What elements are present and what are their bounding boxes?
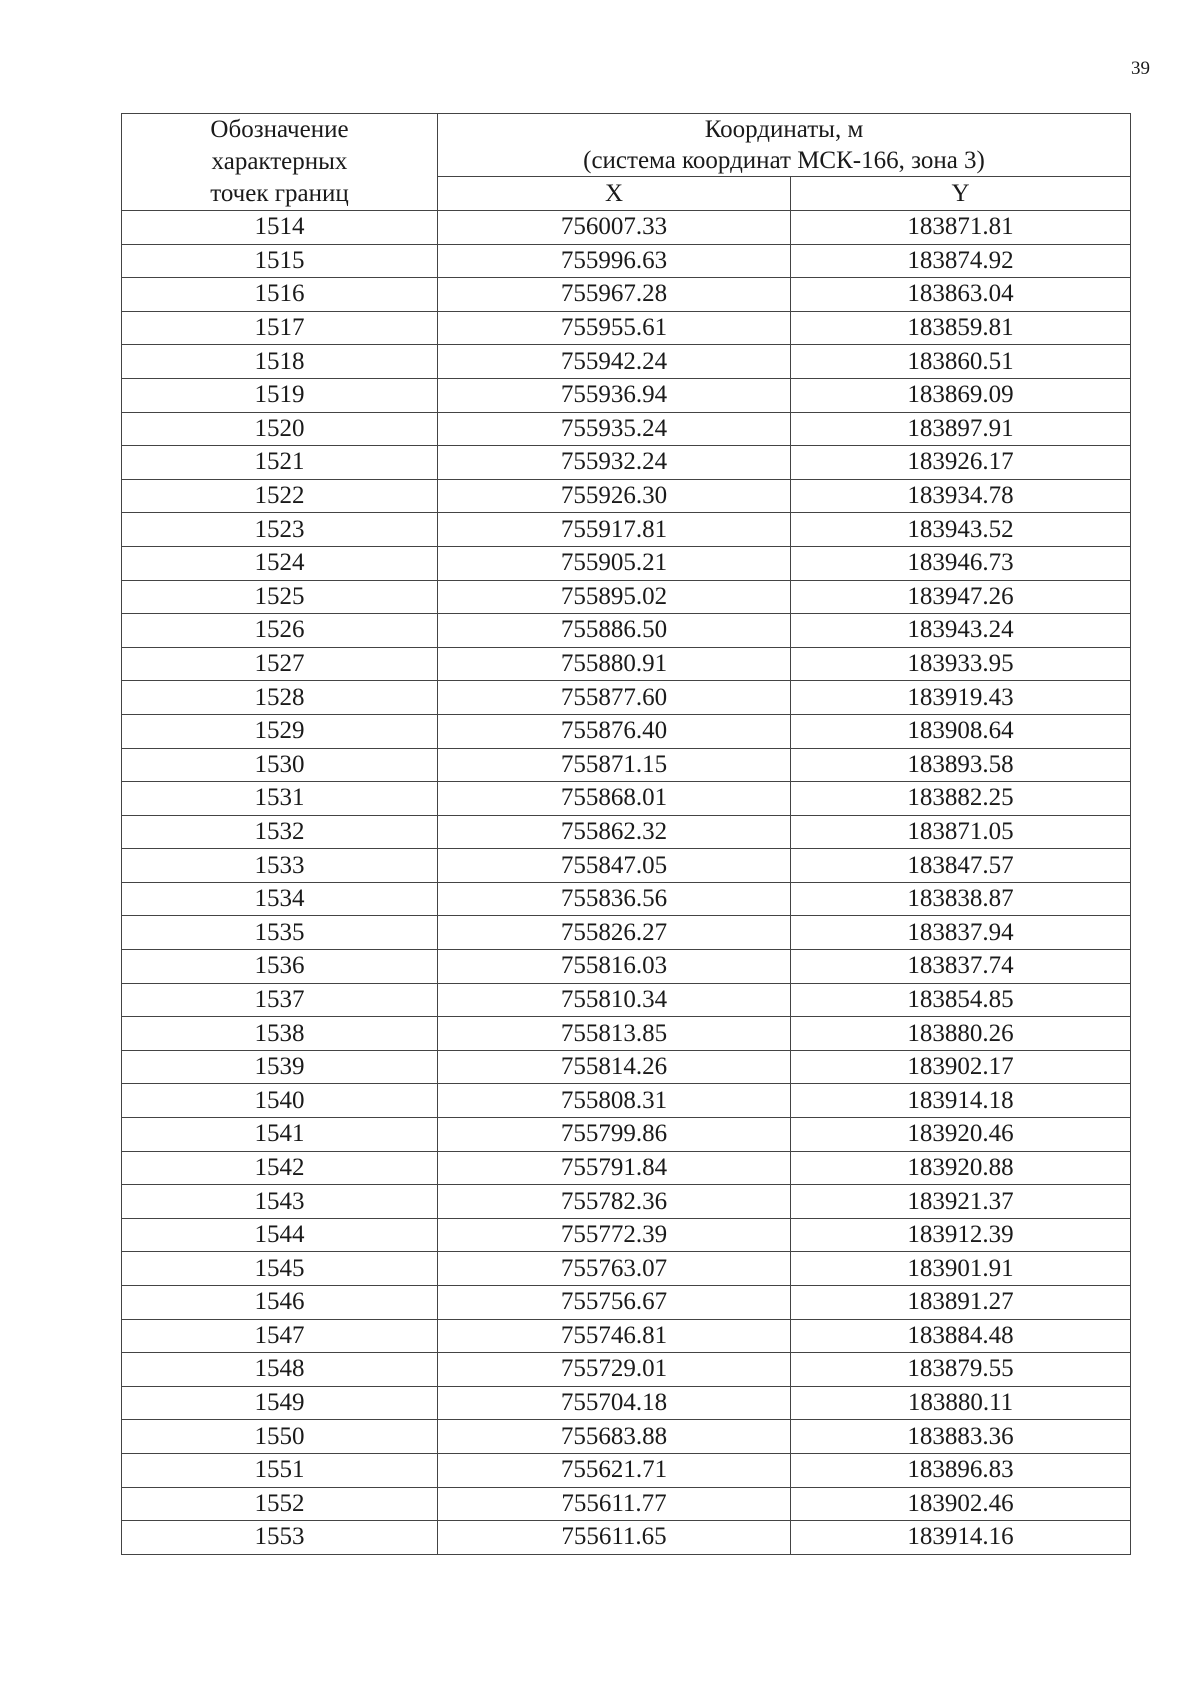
point-label-header: [122, 114, 438, 211]
point-id-cell: 1551: [122, 1453, 438, 1487]
x-coordinate-cell: 755967.28: [438, 278, 791, 312]
y-coordinate-cell: 183908.64: [791, 714, 1131, 748]
table-row: [122, 1386, 1131, 1420]
table-row: [122, 446, 1131, 480]
x-coordinate-cell: 755611.77: [438, 1487, 791, 1521]
y-coordinate-cell: 183837.74: [791, 950, 1131, 984]
table-row: [122, 1218, 1131, 1252]
point-id-cell: 1532: [122, 815, 438, 849]
table-row: [122, 412, 1131, 446]
y-coordinate-cell: 183847.57: [791, 849, 1131, 883]
table-row: [122, 278, 1131, 312]
table-row: [122, 916, 1131, 950]
x-coordinate-cell: 755996.63: [438, 244, 791, 278]
point-id-cell: 1515: [122, 244, 438, 278]
point-id-cell: 1534: [122, 882, 438, 916]
y-coordinate-cell: 183934.78: [791, 479, 1131, 513]
y-coordinate-cell: 183838.87: [791, 882, 1131, 916]
x-coordinate-cell: 755942.24: [438, 345, 791, 379]
point-id-cell: 1537: [122, 983, 438, 1017]
x-coordinate-cell: 755877.60: [438, 681, 791, 715]
y-coordinate-cell: 183946.73: [791, 546, 1131, 580]
x-coordinate-cell: 755862.32: [438, 815, 791, 849]
x-coordinate-cell: 755621.71: [438, 1453, 791, 1487]
table-row: [122, 1319, 1131, 1353]
x-coordinate-cell: 755791.84: [438, 1151, 791, 1185]
x-coordinate-cell: 755905.21: [438, 546, 791, 580]
table-row: [122, 1420, 1131, 1454]
x-column-header: X: [438, 177, 791, 211]
point-id-cell: 1519: [122, 378, 438, 412]
point-id-cell: 1528: [122, 681, 438, 715]
y-coordinate-cell: 183860.51: [791, 345, 1131, 379]
page-number: 39: [1131, 58, 1150, 79]
x-coordinate-cell: 755683.88: [438, 1420, 791, 1454]
y-coordinate-cell: 183943.24: [791, 614, 1131, 648]
table-row: [122, 647, 1131, 681]
table-row: [122, 378, 1131, 412]
table-row: [122, 1521, 1131, 1555]
y-column-header: Y: [791, 177, 1131, 211]
point-id-cell: 1543: [122, 1185, 438, 1219]
y-coordinate-cell: 183869.09: [791, 378, 1131, 412]
y-coordinate-cell: 183926.17: [791, 446, 1131, 480]
x-coordinate-cell: 755876.40: [438, 714, 791, 748]
point-id-cell: 1520: [122, 412, 438, 446]
point-id-cell: 1552: [122, 1487, 438, 1521]
point-id-cell: 1541: [122, 1118, 438, 1152]
table-row: [122, 1487, 1131, 1521]
point-id-cell: 1544: [122, 1218, 438, 1252]
table-row: [122, 714, 1131, 748]
x-coordinate-cell: 755756.67: [438, 1286, 791, 1320]
point-id-cell: 1531: [122, 782, 438, 816]
table-row: [122, 1453, 1131, 1487]
x-coordinate-cell: 755729.01: [438, 1353, 791, 1387]
x-coordinate-cell: 755763.07: [438, 1252, 791, 1286]
y-coordinate-cell: 183920.46: [791, 1118, 1131, 1152]
point-id-cell: 1548: [122, 1353, 438, 1387]
point-id-cell: 1535: [122, 916, 438, 950]
point-id-cell: 1536: [122, 950, 438, 984]
coordinates-table: [121, 113, 1131, 1555]
table-row: [122, 1286, 1131, 1320]
point-id-cell: 1517: [122, 311, 438, 345]
x-coordinate-cell: 755799.86: [438, 1118, 791, 1152]
point-id-cell: 1526: [122, 614, 438, 648]
point-label-header-line: Обозначение: [210, 116, 349, 143]
coordinates-header-system: (система координат МСК-166, зона 3): [583, 147, 985, 175]
x-coordinate-cell: 756007.33: [438, 211, 791, 245]
x-coordinate-cell: 755932.24: [438, 446, 791, 480]
point-id-cell: 1524: [122, 546, 438, 580]
point-id-cell: 1547: [122, 1319, 438, 1353]
y-coordinate-cell: 183891.27: [791, 1286, 1131, 1320]
table-row: [122, 1151, 1131, 1185]
y-coordinate-cell: 183880.26: [791, 1017, 1131, 1051]
table-row: [122, 782, 1131, 816]
point-label-header-line: характерных: [211, 148, 348, 175]
point-id-cell: 1553: [122, 1521, 438, 1555]
table-row: [122, 1353, 1131, 1387]
y-coordinate-cell: 183943.52: [791, 513, 1131, 547]
x-coordinate-cell: 755704.18: [438, 1386, 791, 1420]
coordinates-header-title: Координаты, м: [704, 116, 864, 144]
table-row: [122, 614, 1131, 648]
y-coordinate-cell: 183896.83: [791, 1453, 1131, 1487]
table-row: [122, 849, 1131, 883]
point-id-cell: 1530: [122, 748, 438, 782]
x-coordinate-cell: 755935.24: [438, 412, 791, 446]
y-coordinate-cell: 183874.92: [791, 244, 1131, 278]
table-header-row: [122, 114, 1131, 177]
point-id-cell: 1527: [122, 647, 438, 681]
table-row: [122, 950, 1131, 984]
y-coordinate-cell: 183871.81: [791, 211, 1131, 245]
x-coordinate-cell: 755871.15: [438, 748, 791, 782]
point-id-cell: 1514: [122, 211, 438, 245]
point-id-cell: 1540: [122, 1084, 438, 1118]
y-coordinate-cell: 183884.48: [791, 1319, 1131, 1353]
point-id-cell: 1549: [122, 1386, 438, 1420]
point-id-cell: 1539: [122, 1050, 438, 1084]
x-coordinate-cell: 755926.30: [438, 479, 791, 513]
table-row: [122, 1017, 1131, 1051]
x-coordinate-cell: 755810.34: [438, 983, 791, 1017]
x-coordinate-cell: 755808.31: [438, 1084, 791, 1118]
y-coordinate-cell: 183902.46: [791, 1487, 1131, 1521]
table-row: [122, 580, 1131, 614]
point-id-cell: 1521: [122, 446, 438, 480]
table-row: [122, 1118, 1131, 1152]
coordinates-header: [438, 114, 1131, 177]
y-coordinate-cell: 183947.26: [791, 580, 1131, 614]
table-row: [122, 479, 1131, 513]
y-coordinate-cell: 183897.91: [791, 412, 1131, 446]
table-body: [122, 211, 1131, 1555]
x-coordinate-cell: 755772.39: [438, 1218, 791, 1252]
point-id-cell: 1550: [122, 1420, 438, 1454]
point-id-cell: 1523: [122, 513, 438, 547]
y-coordinate-cell: 183854.85: [791, 983, 1131, 1017]
y-coordinate-cell: 183837.94: [791, 916, 1131, 950]
y-coordinate-cell: 183902.17: [791, 1050, 1131, 1084]
x-coordinate-cell: 755816.03: [438, 950, 791, 984]
table-row: [122, 882, 1131, 916]
table-row: [122, 748, 1131, 782]
y-coordinate-cell: 183893.58: [791, 748, 1131, 782]
x-coordinate-cell: 755611.65: [438, 1521, 791, 1555]
x-coordinate-cell: 755836.56: [438, 882, 791, 916]
table-row: [122, 211, 1131, 245]
point-id-cell: 1545: [122, 1252, 438, 1286]
table-row: [122, 681, 1131, 715]
x-coordinate-cell: 755782.36: [438, 1185, 791, 1219]
y-coordinate-cell: 183933.95: [791, 647, 1131, 681]
y-coordinate-cell: 183914.18: [791, 1084, 1131, 1118]
x-coordinate-cell: 755886.50: [438, 614, 791, 648]
x-coordinate-cell: 755847.05: [438, 849, 791, 883]
table-row: [122, 244, 1131, 278]
point-id-cell: 1516: [122, 278, 438, 312]
y-coordinate-cell: 183880.11: [791, 1386, 1131, 1420]
table-row: [122, 345, 1131, 379]
point-id-cell: 1529: [122, 714, 438, 748]
y-coordinate-cell: 183920.88: [791, 1151, 1131, 1185]
y-coordinate-cell: 183914.16: [791, 1521, 1131, 1555]
x-coordinate-cell: 755917.81: [438, 513, 791, 547]
table-row: [122, 546, 1131, 580]
x-coordinate-cell: 755826.27: [438, 916, 791, 950]
y-coordinate-cell: 183883.36: [791, 1420, 1131, 1454]
x-coordinate-cell: 755746.81: [438, 1319, 791, 1353]
table-row: [122, 983, 1131, 1017]
table-row: [122, 1252, 1131, 1286]
table-row: [122, 513, 1131, 547]
y-coordinate-cell: 183859.81: [791, 311, 1131, 345]
table-row: [122, 815, 1131, 849]
x-coordinate-cell: 755814.26: [438, 1050, 791, 1084]
y-coordinate-cell: 183921.37: [791, 1185, 1131, 1219]
point-label-header-line: точек границ: [210, 180, 349, 207]
y-coordinate-cell: 183919.43: [791, 681, 1131, 715]
x-coordinate-cell: 755880.91: [438, 647, 791, 681]
point-id-cell: 1533: [122, 849, 438, 883]
x-coordinate-cell: 755813.85: [438, 1017, 791, 1051]
x-coordinate-cell: 755868.01: [438, 782, 791, 816]
x-coordinate-cell: 755936.94: [438, 378, 791, 412]
point-id-cell: 1522: [122, 479, 438, 513]
point-id-cell: 1546: [122, 1286, 438, 1320]
table-row: [122, 1185, 1131, 1219]
table-row: [122, 1084, 1131, 1118]
y-coordinate-cell: 183879.55: [791, 1353, 1131, 1387]
table-row: [122, 1050, 1131, 1084]
y-coordinate-cell: 183912.39: [791, 1218, 1131, 1252]
x-coordinate-cell: 755895.02: [438, 580, 791, 614]
table-row: [122, 311, 1131, 345]
y-coordinate-cell: 183871.05: [791, 815, 1131, 849]
y-coordinate-cell: 183882.25: [791, 782, 1131, 816]
x-coordinate-cell: 755955.61: [438, 311, 791, 345]
point-id-cell: 1542: [122, 1151, 438, 1185]
point-id-cell: 1525: [122, 580, 438, 614]
y-coordinate-cell: 183863.04: [791, 278, 1131, 312]
point-id-cell: 1538: [122, 1017, 438, 1051]
point-id-cell: 1518: [122, 345, 438, 379]
y-coordinate-cell: 183901.91: [791, 1252, 1131, 1286]
